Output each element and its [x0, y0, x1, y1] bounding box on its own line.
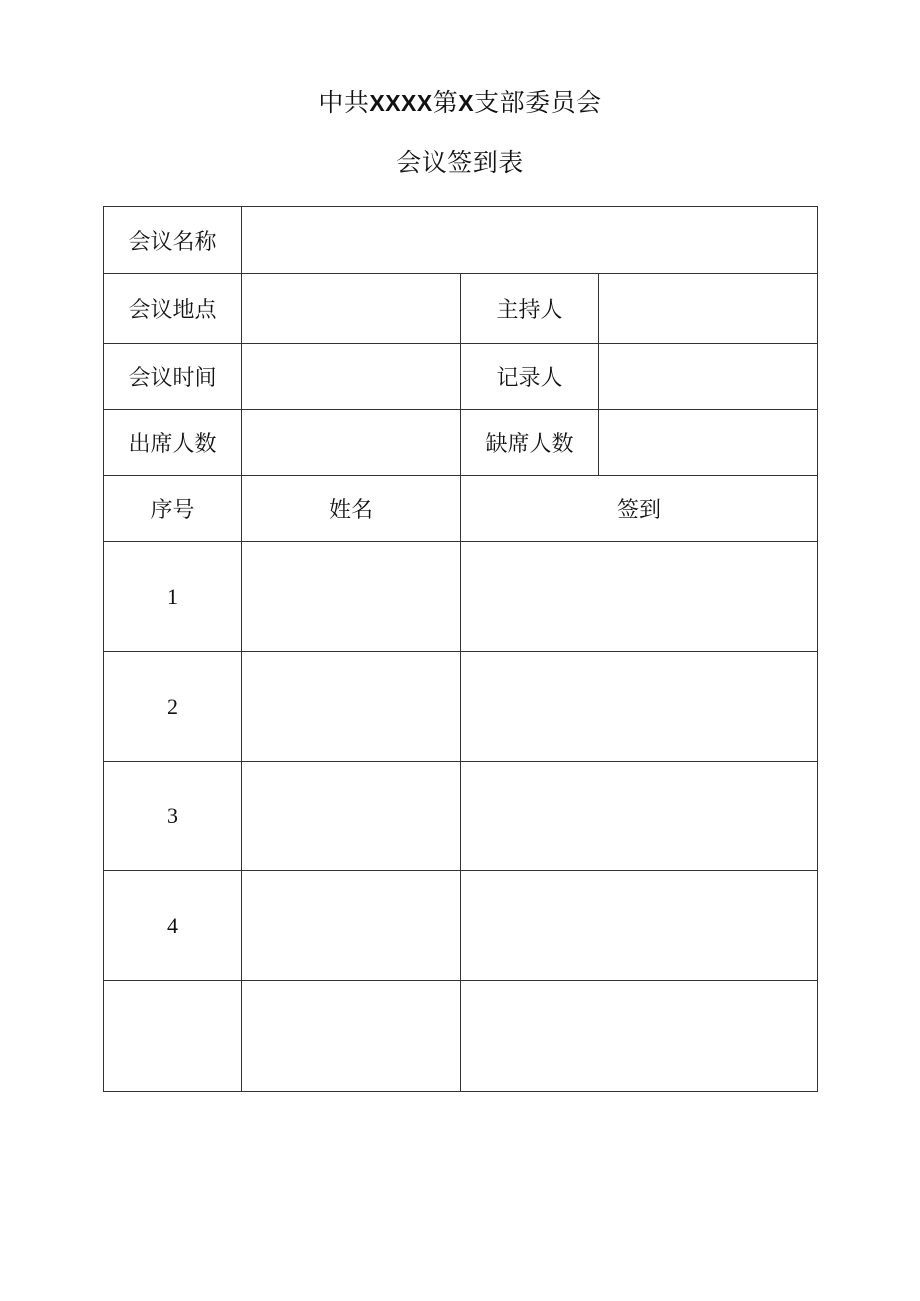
col-header-sign: 签到: [461, 476, 818, 542]
title-suffix: 支部委员会: [474, 88, 602, 117]
signin-form-table: [103, 206, 818, 1092]
col-header-name: 姓名: [242, 476, 461, 542]
meeting-name-field[interactable]: [242, 207, 818, 274]
time-label: 会议时间: [104, 344, 242, 410]
row-index: [104, 981, 242, 1092]
name-cell[interactable]: [242, 652, 461, 762]
location-label: 会议地点: [104, 274, 242, 344]
name-cell[interactable]: [242, 542, 461, 652]
sign-cell[interactable]: [461, 762, 818, 871]
row-index: 1: [104, 542, 242, 652]
title-prefix: 中共: [318, 88, 370, 117]
col-header-index: 序号: [104, 476, 242, 542]
row-location-host: [104, 274, 818, 344]
row-attendance: [104, 410, 818, 476]
sign-cell[interactable]: [461, 981, 818, 1092]
row-index: 3: [104, 762, 242, 871]
document-subtitle: 会议签到表: [396, 148, 524, 177]
recorder-label: 记录人: [461, 344, 599, 410]
name-cell[interactable]: [242, 871, 461, 981]
name-cell[interactable]: [242, 981, 461, 1092]
row-time-recorder: [104, 344, 818, 410]
title-org-placeholder: XXXX: [369, 90, 433, 116]
table-row: [104, 542, 818, 652]
document-title: [0, 88, 920, 118]
table-row: [104, 652, 818, 762]
title-branch-placeholder: X: [458, 90, 475, 116]
sign-cell[interactable]: [461, 871, 818, 981]
host-field[interactable]: [599, 274, 818, 344]
row-index: 2: [104, 652, 242, 762]
absentees-field[interactable]: [599, 410, 818, 476]
meeting-name-label: 会议名称: [104, 207, 242, 274]
row-meeting-name: [104, 207, 818, 274]
table-row: [104, 762, 818, 871]
attendees-label: 出席人数: [104, 410, 242, 476]
recorder-field[interactable]: [599, 344, 818, 410]
time-field[interactable]: [242, 344, 461, 410]
sign-cell[interactable]: [461, 652, 818, 762]
title-mid: 第: [432, 88, 459, 117]
absentees-label: 缺席人数: [461, 410, 599, 476]
row-index: 4: [104, 871, 242, 981]
table-row: [104, 871, 818, 981]
host-label: 主持人: [461, 274, 599, 344]
attendees-field[interactable]: [242, 410, 461, 476]
location-field[interactable]: [242, 274, 461, 344]
signin-header-row: [104, 476, 818, 542]
name-cell[interactable]: [242, 762, 461, 871]
sign-cell[interactable]: [461, 542, 818, 652]
table-row: [104, 981, 818, 1092]
